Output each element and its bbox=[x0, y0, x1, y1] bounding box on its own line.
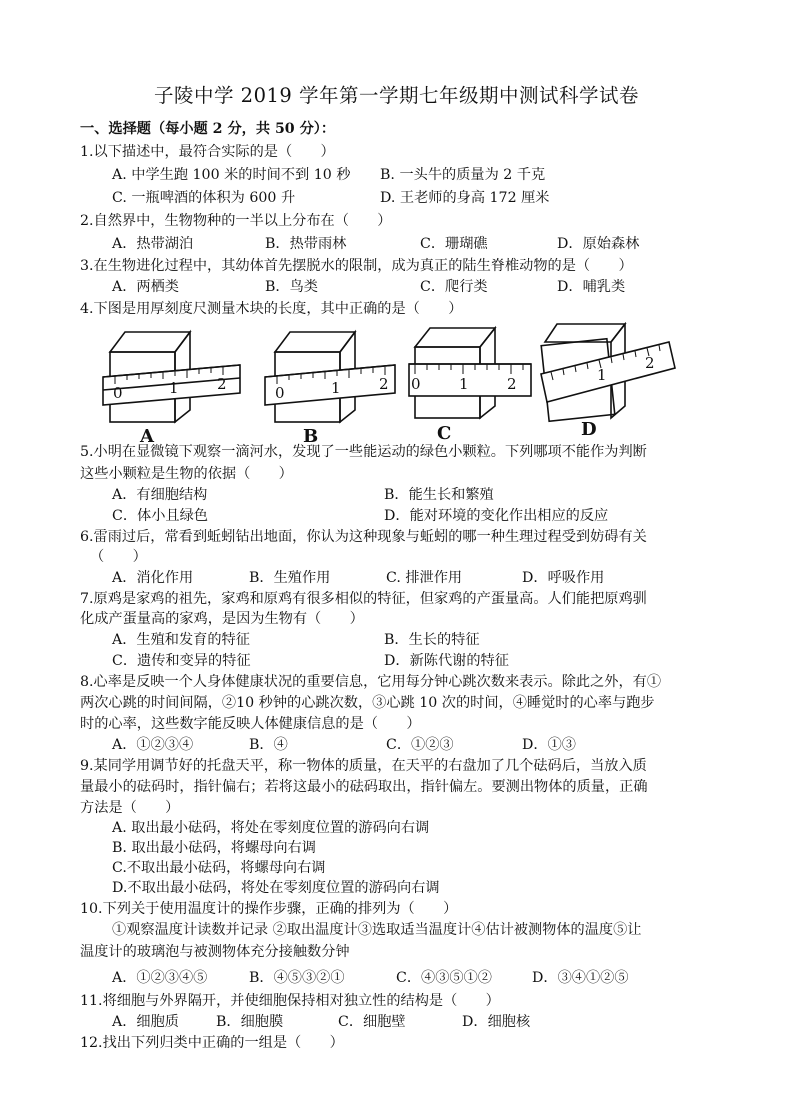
q5-option-a: A．有细胞结构 bbox=[112, 487, 208, 503]
q11-option-c: C．细胞壁 bbox=[338, 1014, 406, 1030]
q3-stem: 3.在生物进化过程中，其幼体首先摆脱水的限制，成为真正的陆生脊椎动物的是（ ） bbox=[80, 258, 633, 274]
q2-option-a: A．热带湖泊 bbox=[112, 236, 194, 252]
q2-stem: 2.自然界中，生物物种的一半以上分布在（ ） bbox=[80, 213, 392, 229]
q1-option-c: C. 一瓶啤酒的体积为 600 升 bbox=[112, 190, 296, 206]
q8-option-c: C．①②③ bbox=[386, 737, 454, 753]
q7-option-a: A．生殖和发育的特征 bbox=[112, 632, 250, 648]
q8-stem-1: 8.心率是反映一个人身体健康状况的重要信息，它用每分钟心跳次数来表示。除此之外，有① bbox=[80, 674, 662, 690]
fig-b-tick-1: 1 bbox=[331, 379, 341, 397]
q2-option-d: D．原始森林 bbox=[557, 236, 640, 252]
fig-d-tick-2: 2 bbox=[645, 354, 655, 372]
fig-c-tick-1: 1 bbox=[459, 375, 469, 393]
q3-option-c: C．爬行类 bbox=[420, 279, 488, 295]
q11-option-b: B．细胞膜 bbox=[216, 1014, 284, 1030]
fig-b-tick-2: 2 bbox=[379, 375, 389, 393]
q9-option-b: B. 取出最小砝码，将螺母向右调 bbox=[112, 840, 316, 856]
figure-c-label: C bbox=[437, 423, 452, 444]
q8-stem-3: 时的心率，这些数字能反映人体健康信息的是（ ） bbox=[80, 716, 421, 732]
q7-stem-1: 7.原鸡是家鸡的祖先，家鸡和原鸡有很多相似的特征，但家鸡的产蛋量高。人们能把原鸡驯 bbox=[80, 591, 647, 607]
q8-stem-2: 两次心跳的时间间隔，②10 秒钟的心跳次数，③心跳 10 次的时间，④睡觉时的心率与跑步 bbox=[80, 695, 655, 711]
q10-steps-2: 温度计的玻璃泡与被测物体充分接触数分钟 bbox=[80, 944, 350, 960]
q3-option-d: D．哺乳类 bbox=[557, 279, 626, 295]
q9-option-c: C.不取出最小砝码，将螺母向右调 bbox=[112, 860, 326, 876]
q9-stem-1: 9.某同学用调节好的托盘天平，称一物体的质量，在天平的右盘加了几个砝码后，当放入质 bbox=[80, 758, 647, 774]
page-title: 子陵中学 2019 学年第一学期七年级期中测试科学试卷 bbox=[153, 84, 640, 107]
q6-option-c: C. 排泄作用 bbox=[386, 570, 463, 586]
q11-stem: 11.将细胞与外界隔开，并使细胞保持相对独立性的结构是（ ） bbox=[80, 993, 500, 1009]
fig-d-tick-1: 1 bbox=[597, 366, 607, 384]
q10-stem: 10.下列关于使用温度计的操作步骤，正确的排列为（ ） bbox=[80, 901, 458, 917]
q3-option-a: A．两栖类 bbox=[112, 279, 179, 295]
q1-option-b: B. 一头牛的质量为 2 千克 bbox=[380, 167, 546, 183]
figure-b-label: B bbox=[303, 426, 319, 446]
q8-option-a: A．①②③④ bbox=[112, 737, 194, 753]
q11-option-d: D．细胞核 bbox=[462, 1014, 531, 1030]
q7-option-b: B．生长的特征 bbox=[384, 632, 480, 648]
q9-stem-2: 量最小的砝码时，指针偏右；若将这最小的砝码取出，指针偏左。要测出物体的质量，正确 bbox=[80, 779, 648, 795]
q3-option-b: B．鸟类 bbox=[265, 279, 318, 295]
q4-stem: 4.下图是用厚刻度尺测量木块的长度，其中正确的是（ ） bbox=[80, 301, 463, 317]
q12-stem: 12.找出下列归类中正确的一组是（ ） bbox=[80, 1035, 344, 1051]
q5-option-b: B．能生长和繁殖 bbox=[384, 487, 494, 503]
q9-option-d: D.不取出最小砝码，将处在零刻度位置的游码向右调 bbox=[112, 880, 440, 896]
q1-option-d: D. 王老师的身高 172 厘米 bbox=[380, 190, 550, 206]
fig-a-tick-0: 0 bbox=[113, 384, 123, 402]
figure-a-label: A bbox=[140, 426, 154, 446]
q10-option-d: D．③④①②⑤ bbox=[532, 970, 629, 986]
q5-option-d: D．能对环境的变化作出相应的反应 bbox=[384, 508, 609, 524]
q6-stem-1: 6.雷雨过后，常看到蚯蚓钻出地面，你认为这种现象与蚯蚓的哪一种生理过程受到妨碍有关 bbox=[80, 529, 647, 545]
section-heading: 一、选择题（每小题 2 分，共 50 分）： bbox=[80, 121, 336, 137]
q8-option-b: B．④ bbox=[249, 737, 288, 753]
q10-steps-1: ①观察温度计读数并记录 ②取出温度计③选取适当温度计④估计被测物体的温度⑤让 bbox=[112, 922, 642, 938]
figure-d-label: D bbox=[581, 419, 597, 440]
ruler-figures bbox=[95, 322, 735, 446]
q6-option-a: A．消化作用 bbox=[112, 570, 194, 586]
q5-stem-1: 5.小明在显微镜下观察一滴河水，发现了一些能运动的绿色小颗粒。下列哪项不能作为判断 bbox=[80, 444, 647, 460]
q10-option-c: C．④③⑤①② bbox=[396, 970, 492, 986]
q10-option-b: B．④⑤③②① bbox=[249, 970, 345, 986]
fig-a-tick-2: 2 bbox=[217, 375, 227, 393]
q7-option-d: D．新陈代谢的特征 bbox=[384, 653, 509, 669]
q8-option-d: D．①③ bbox=[522, 737, 576, 753]
q7-option-c: C．遗传和变异的特征 bbox=[112, 653, 251, 669]
q11-option-a: A．细胞质 bbox=[112, 1014, 179, 1030]
q1-stem: 1.以下描述中，最符合实际的是（ ） bbox=[80, 144, 335, 160]
fig-c-tick-2: 2 bbox=[507, 375, 517, 393]
fig-b-tick-0: 0 bbox=[275, 384, 285, 402]
q2-option-b: B．热带雨林 bbox=[265, 236, 347, 252]
q6-stem-2: （ ） bbox=[90, 549, 147, 565]
q5-option-c: C．体小且绿色 bbox=[112, 508, 208, 524]
q5-stem-2: 这些小颗粒是生物的依据（ ） bbox=[80, 466, 293, 482]
q2-option-c: C．珊瑚礁 bbox=[420, 236, 488, 252]
fig-a-tick-1: 1 bbox=[169, 379, 179, 397]
q1-option-a: A. 中学生跑 100 米的时间不到 10 秒 bbox=[112, 167, 351, 183]
q6-option-b: B．生殖作用 bbox=[249, 570, 331, 586]
q10-option-a: A．①②③④⑤ bbox=[112, 970, 208, 986]
q9-option-a: A. 取出最小砝码，将处在零刻度位置的游码向右调 bbox=[112, 820, 430, 836]
q6-option-d: D．呼吸作用 bbox=[522, 570, 605, 586]
q7-stem-2: 化成产蛋量高的家鸡，是因为生物有（ ） bbox=[80, 611, 364, 627]
q9-stem-3: 方法是（ ） bbox=[80, 800, 180, 816]
fig-c-tick-0: 0 bbox=[411, 375, 421, 393]
